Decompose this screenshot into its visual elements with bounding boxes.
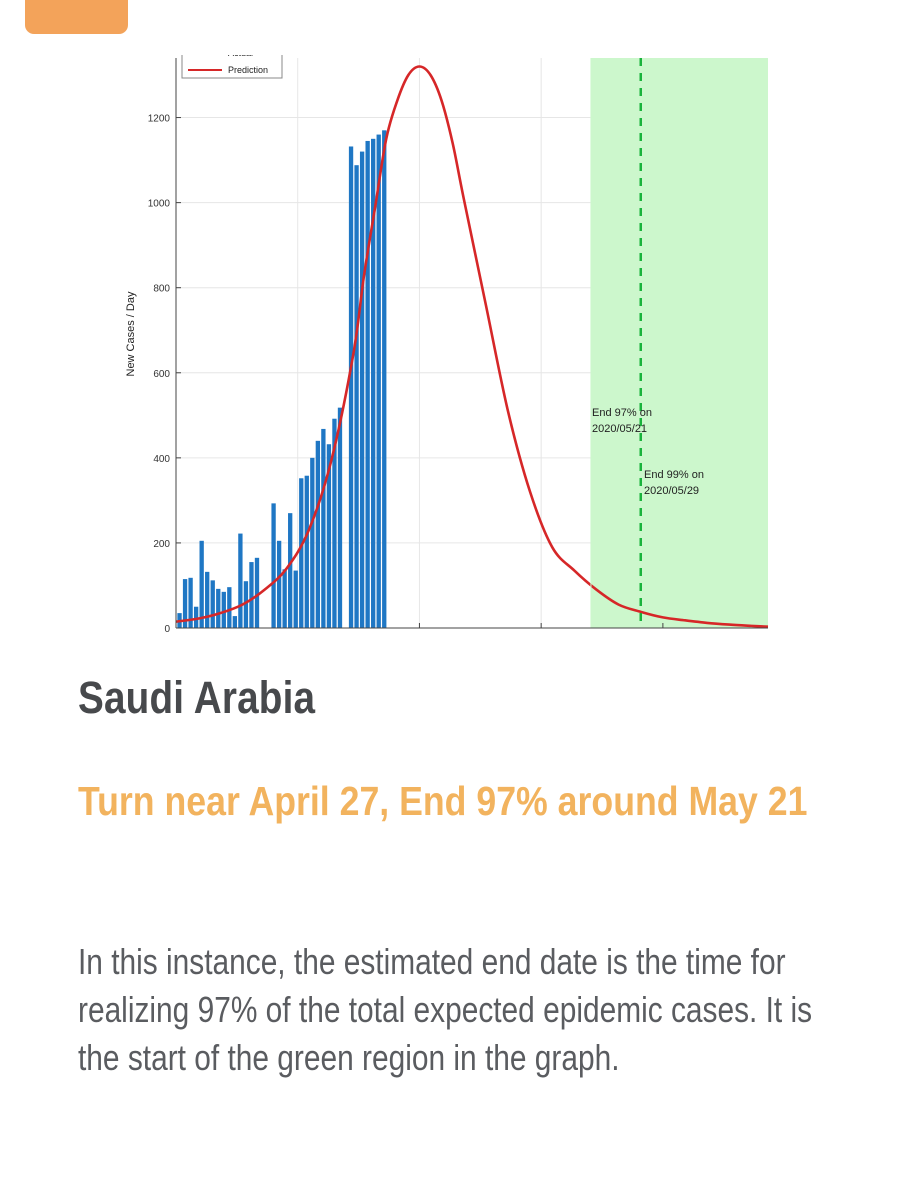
actual-bar — [249, 562, 253, 628]
annotation-end-97-date: 2020/05/21 — [592, 423, 648, 435]
cases-chart — [0, 40, 918, 640]
body-paragraph: In this instance, the estimated end date is the time for realizing 97% of the total expected epidemic cases. It is the start of the green region in the graph. — [78, 941, 813, 1078]
legend-crop-mask — [176, 40, 296, 55]
y-tick-label: 800 — [153, 283, 170, 295]
actual-bar — [299, 478, 303, 628]
end-region-shade — [591, 58, 768, 628]
actual-bar — [227, 587, 231, 628]
y-tick-label: 200 — [153, 538, 170, 550]
y-axis-label: New Cases / Day — [125, 291, 137, 377]
actual-bar — [365, 141, 369, 628]
actual-bar — [360, 152, 364, 628]
y-tick-label: 1200 — [147, 113, 170, 125]
actual-bar — [338, 408, 342, 628]
menu-tab[interactable] — [25, 0, 128, 34]
actual-bar — [222, 592, 226, 628]
annotation-end-99-date: 2020/05/29 — [644, 485, 700, 497]
actual-bar — [271, 503, 275, 628]
end-region — [591, 58, 768, 628]
actual-bar — [233, 616, 237, 628]
page-subtitle: Turn near April 27, End 97% around May 21 — [78, 778, 808, 824]
actual-bar — [349, 146, 353, 628]
actual-bar — [238, 534, 242, 628]
actual-bar — [282, 569, 286, 628]
actual-bar — [305, 476, 309, 628]
actual-bar — [205, 572, 209, 628]
actual-bar — [321, 429, 325, 628]
y-tick-label: 400 — [153, 453, 170, 465]
actual-bar — [377, 135, 381, 628]
page-title: Saudi Arabia — [78, 672, 316, 723]
y-tick-label: 1000 — [147, 198, 170, 210]
legend-label-prediction: Prediction — [228, 65, 269, 75]
actual-bar — [200, 541, 204, 628]
actual-bar — [310, 458, 314, 628]
actual-bar — [294, 571, 298, 628]
y-tick-label: 0 — [164, 624, 170, 635]
actual-bar — [316, 441, 320, 628]
annotation-end-97: End 97% on — [592, 407, 652, 419]
annotation-end-99: End 99% on — [644, 469, 704, 481]
actual-bar — [277, 541, 281, 628]
actual-bar — [211, 580, 215, 628]
y-tick-label: 600 — [153, 368, 170, 380]
actual-bar — [354, 165, 358, 628]
legend — [176, 40, 296, 78]
actual-bar — [382, 130, 386, 628]
actual-bar — [288, 513, 292, 628]
actual-bar — [216, 589, 220, 628]
actual-bar — [194, 607, 198, 628]
